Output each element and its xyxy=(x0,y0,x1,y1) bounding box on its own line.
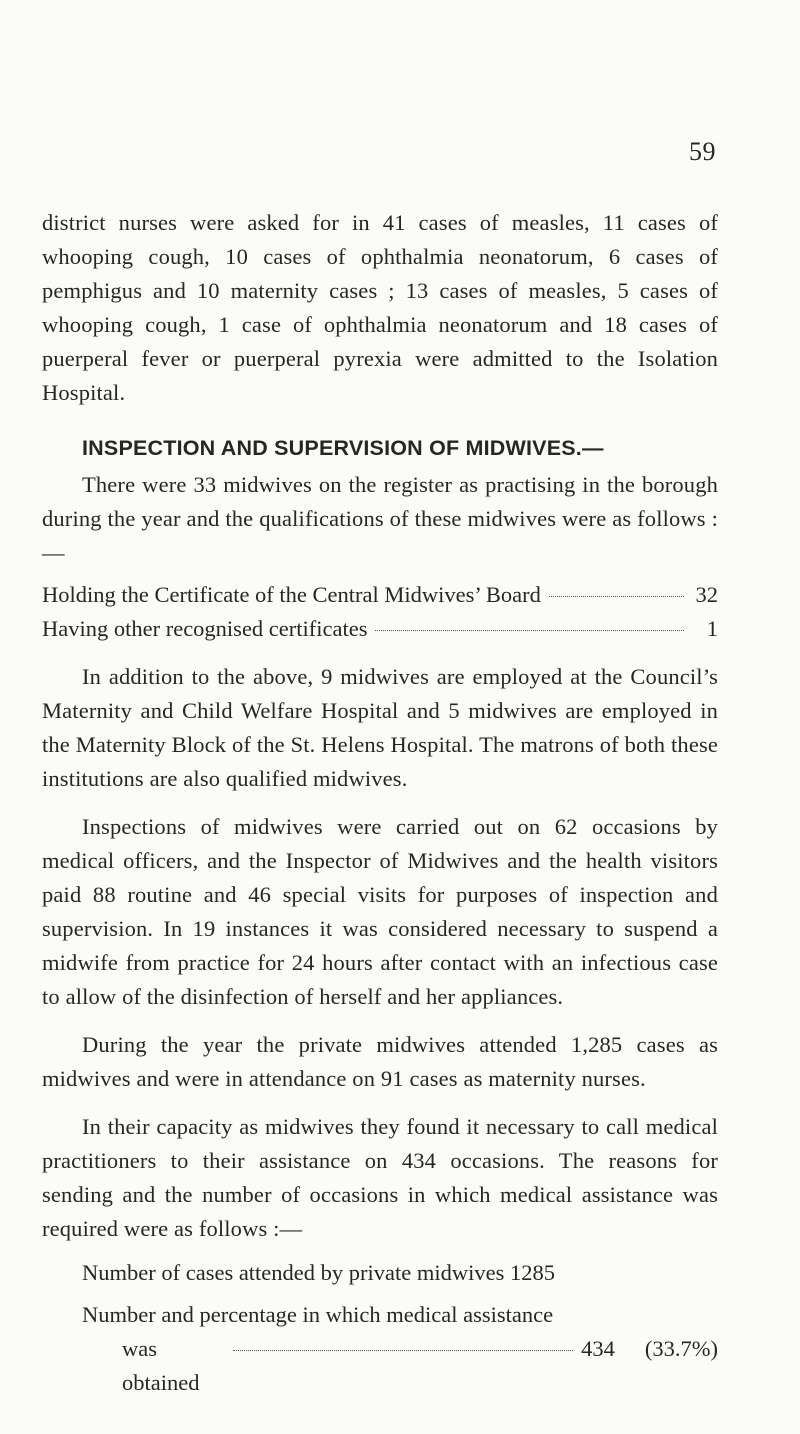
paragraph-additional-midwives: In addition to the above, 9 midwives are employed at the Council’s Maternity and Child Welfare Hospital and 5 midwives are employed in the Maternity Block of the St. Helens Hospital. The matrons of both these institutions are also qualified midwives. xyxy=(42,664,718,791)
cases-label: Number of cases attended by private midwives xyxy=(82,1260,505,1285)
paragraph-private-midwives: During the year the private midwives attended 1,285 cases as midwives and were in attendance on 91 cases as maternity nurses. xyxy=(42,1032,718,1091)
section-heading: INSPECTION AND SUPERVISION OF MIDWIVES.— xyxy=(82,436,604,460)
document-body xyxy=(42,206,718,1400)
qualification-label: Having other recognised certificates xyxy=(42,616,368,641)
paragraph-medical-assistance: In their capacity as midwives they found it necessary to call medical practitioners to their assistance on 434 occasions. The reasons for sending and the number of occasions in which medical assistance was required were as follows :— xyxy=(42,1114,718,1241)
paragraph-inspections: Inspections of midwives were carried out on 62 occasions by medical officers, and the Inspector of Midwives and the health visitors paid 88 routine and 46 special visits for purposes of inspection and supervision. In 19 instances it was considered necessary to suspend a midwife from practice for 24 hours after contact with an infectious case to allow of the disinfection of herself and her appliances. xyxy=(42,814,718,1009)
dot-leader xyxy=(233,1350,573,1351)
qualification-label: Holding the Certificate of the Central Midwives’ Board xyxy=(42,582,541,607)
paragraph-midwives-register: There were 33 midwives on the register as practising in the borough during the year and the qualifications of these midwives were as follows :— xyxy=(42,472,718,565)
dot-leader xyxy=(375,630,684,631)
page-number: 59 xyxy=(689,137,716,166)
stat-row-assistance-detail xyxy=(82,1332,718,1400)
stat-row-cases xyxy=(82,1256,718,1290)
qualifications-list xyxy=(42,578,718,646)
stat-row-assistance xyxy=(82,1298,718,1332)
midwife-statistics xyxy=(82,1256,718,1400)
qualification-row xyxy=(42,612,718,646)
assistance-percentage: (33.7%) xyxy=(644,1336,718,1361)
cases-value: 1285 xyxy=(510,1260,555,1285)
assistance-label-line2: was obtained xyxy=(122,1336,200,1395)
paragraph-isolation-hospital: district nurses were asked for in 41 cases of measles, 11 cases of whooping cough, 10 cases of ophthalmia neonatorum, 6 cases of pemphigus and 10 maternity cases ; 13 cases of measles, 5 cases of whooping cough, 1 case of ophthalmia neonatorum and 18 cases of puerperal fever or puerperal pyrexia were admitted to the Isolation Hospital. xyxy=(42,210,718,405)
assistance-value: 434 xyxy=(581,1336,615,1361)
qualification-row xyxy=(42,578,718,612)
qualification-count: 32 xyxy=(695,582,718,607)
dot-leader xyxy=(549,596,684,597)
qualification-count: 1 xyxy=(706,616,718,641)
assistance-label-line1: Number and percentage in which medical assistance xyxy=(82,1302,554,1327)
